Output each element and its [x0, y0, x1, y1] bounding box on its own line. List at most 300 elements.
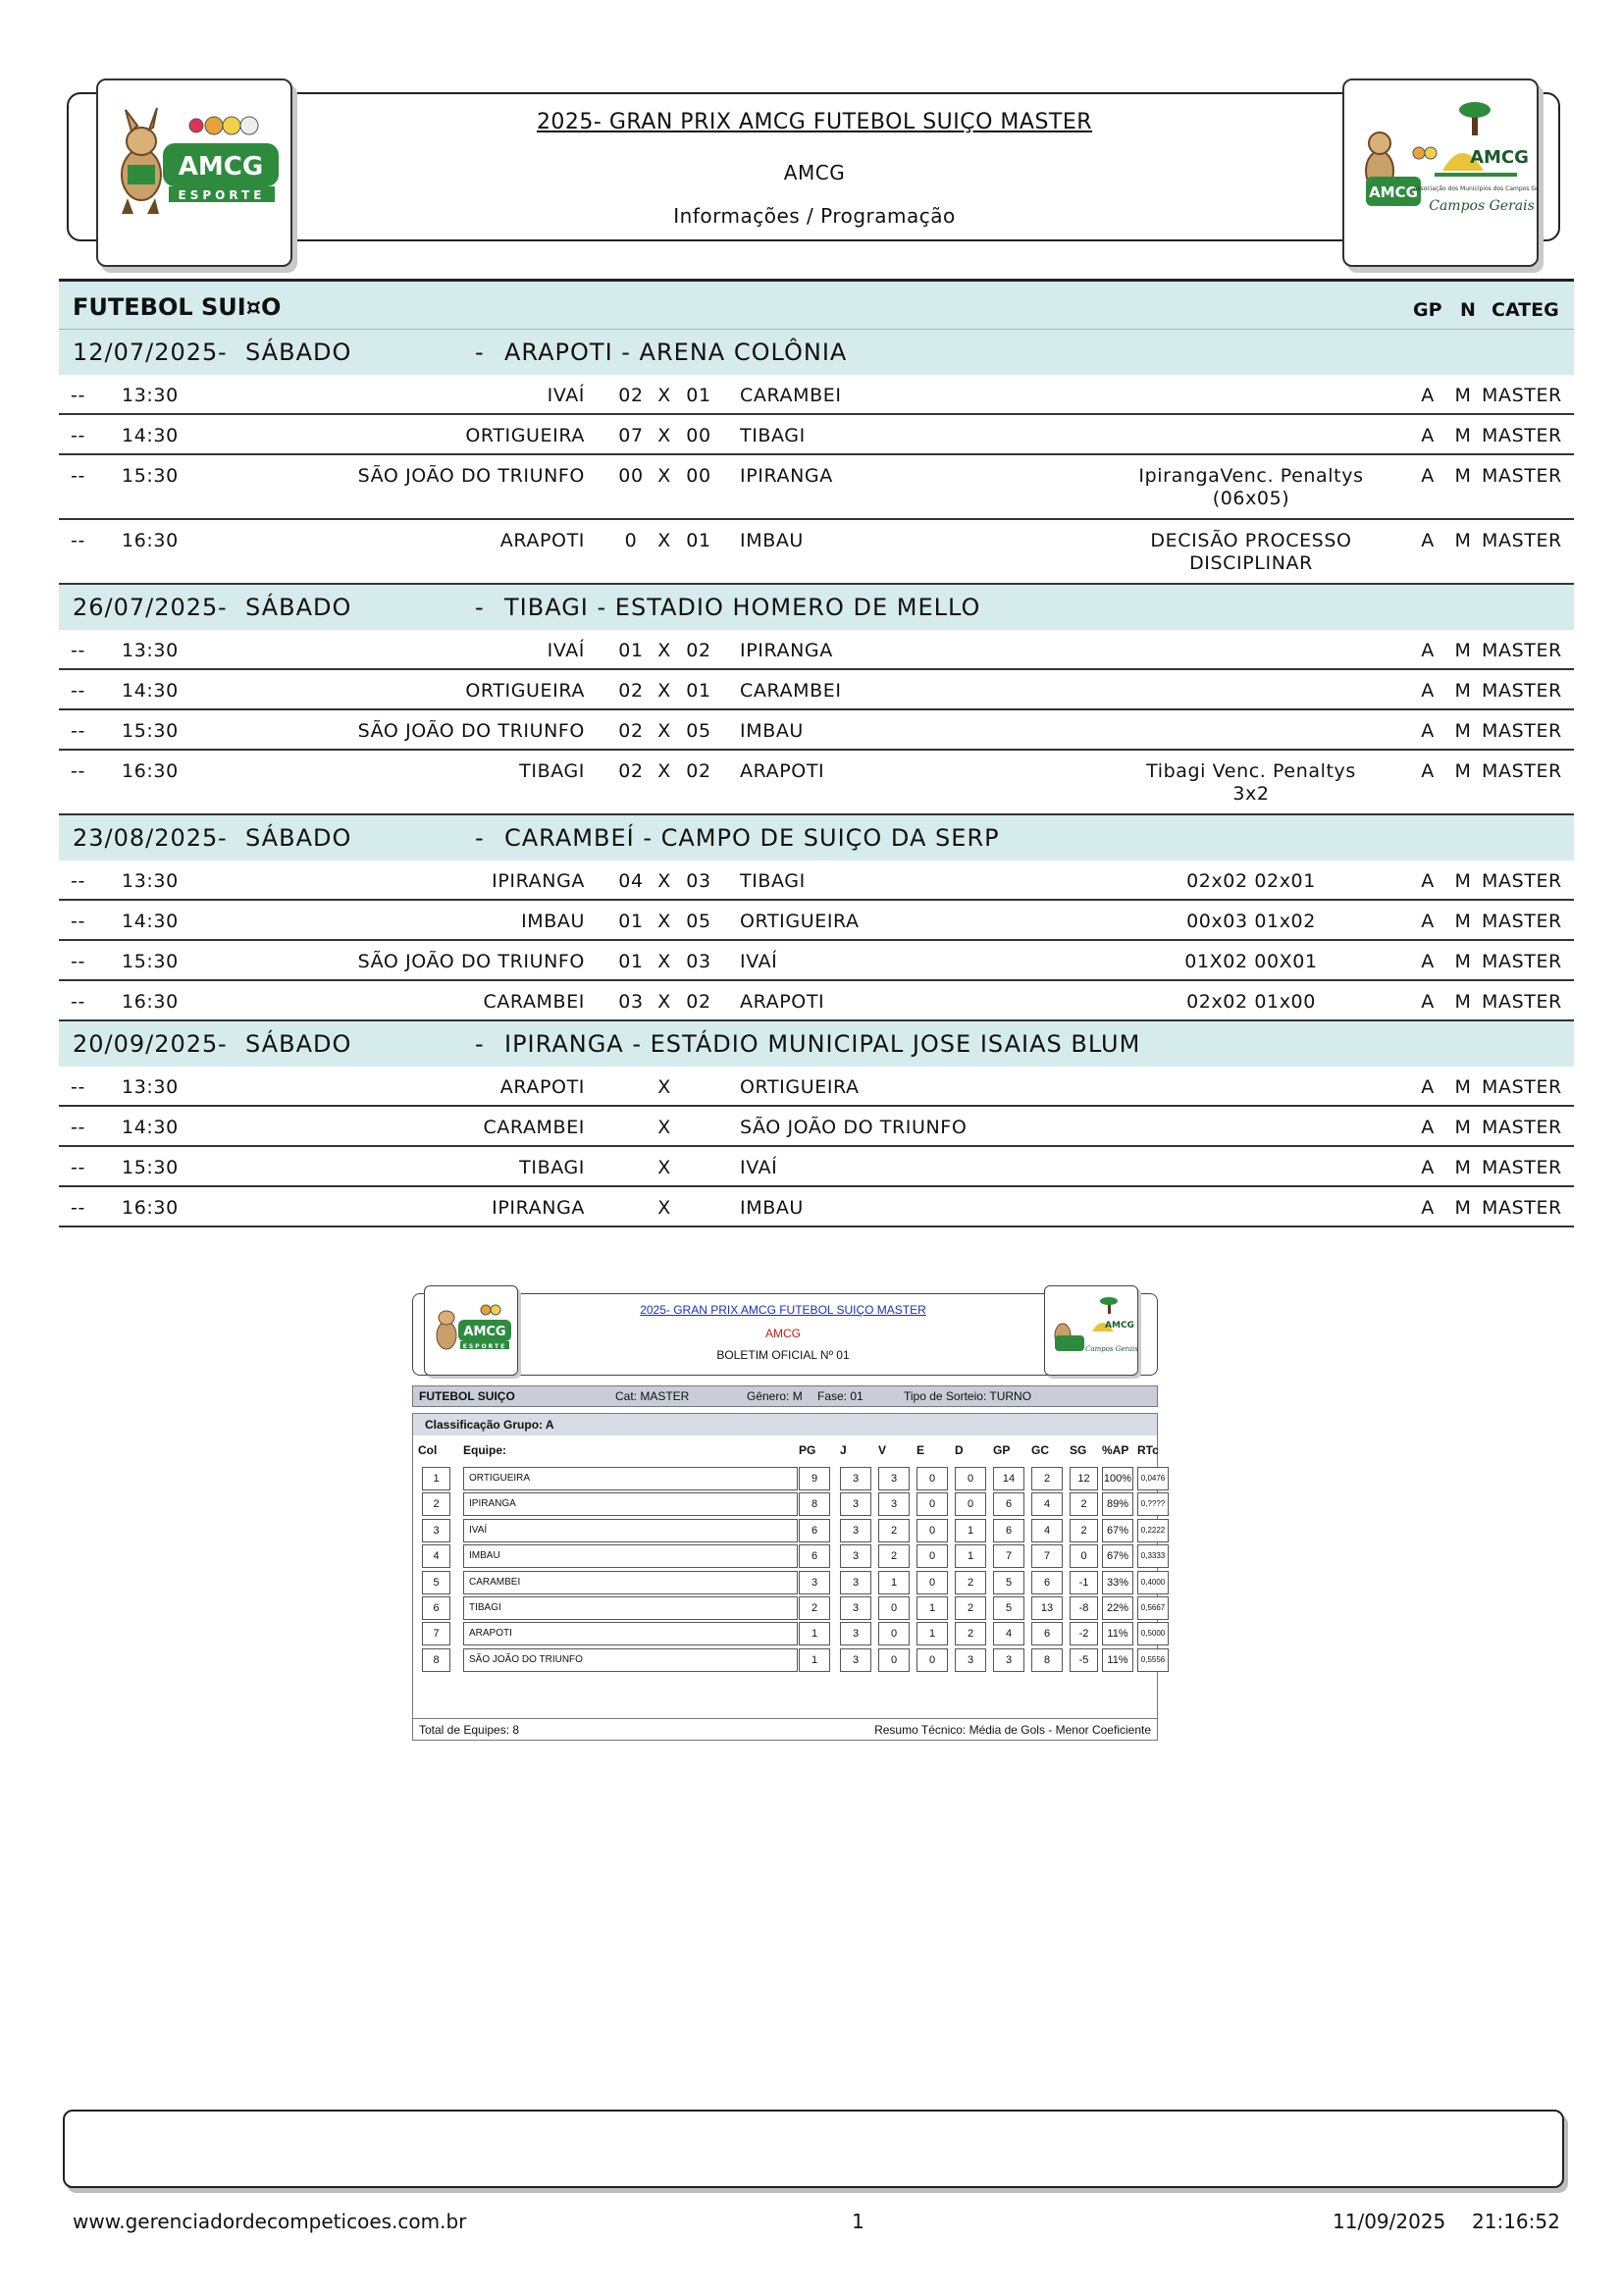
- game-n: M: [1454, 1197, 1472, 1219]
- standings-cell: 0,????: [1137, 1492, 1169, 1516]
- standings-table: [412, 1413, 1166, 1741]
- day-header: [59, 815, 1574, 861]
- footer-url[interactable]: www.gerenciadordecompeticoes.com.br: [73, 2210, 467, 2233]
- standings-cell: 5: [993, 1571, 1024, 1594]
- game-gp: A: [1421, 680, 1435, 702]
- game-row: [59, 630, 1574, 670]
- game-sa: 00: [686, 425, 711, 446]
- organization-name: AMCG: [783, 161, 846, 184]
- game-cat: MASTER: [1482, 991, 1562, 1013]
- game-sh: 01: [618, 911, 644, 932]
- standings-cell: 2: [1070, 1492, 1098, 1516]
- game-n: M: [1454, 760, 1472, 782]
- game-n: M: [1454, 425, 1472, 446]
- game-time: 14:30: [122, 911, 179, 932]
- svg-text:Campos Gerais: Campos Gerais: [1085, 1345, 1137, 1353]
- bulletin-phase: Fase: 01: [817, 1389, 864, 1403]
- game-time: 14:30: [122, 425, 179, 446]
- standings-cell: -5: [1070, 1648, 1098, 1672]
- standings-team-name: CARAMBEI: [463, 1571, 798, 1594]
- standings-footer: [413, 1718, 1157, 1740]
- standings-cell: 5: [993, 1596, 1024, 1620]
- standings-cell: 1: [955, 1544, 986, 1568]
- game-gp: A: [1421, 1117, 1435, 1138]
- game-dash: --: [71, 991, 85, 1013]
- game-row: [59, 455, 1574, 520]
- game-home: ARAPOTI: [499, 530, 585, 551]
- game-n: M: [1454, 911, 1472, 932]
- standings-col-header: SG: [1070, 1443, 1087, 1457]
- bulletin-sport: FUTEBOL SUIÇO: [419, 1389, 515, 1403]
- game-sh: 01: [618, 951, 644, 972]
- standings-cell: 6: [1031, 1622, 1063, 1645]
- standings-group-header: [413, 1414, 1157, 1435]
- standings-cell: 3: [840, 1648, 871, 1672]
- standings-cell: 22%: [1102, 1596, 1133, 1620]
- game-dash: --: [71, 1157, 85, 1178]
- game-note: IpirangaVenc. Penaltys (06x05): [1138, 465, 1364, 509]
- standings-cell: 8: [422, 1648, 450, 1672]
- day-sep2: -: [475, 594, 485, 621]
- standings-cell: 0,2222: [1137, 1519, 1169, 1542]
- game-n: M: [1454, 951, 1472, 972]
- game-n: M: [1454, 680, 1472, 702]
- game-home: SÃO JOÃO DO TRIUNFO: [357, 720, 585, 742]
- game-home: ORTIGUEIRA: [465, 680, 585, 702]
- standings-cell: 0: [916, 1544, 948, 1568]
- game-sh: 02: [618, 680, 644, 702]
- standings-team-name: IMBAU: [463, 1544, 798, 1568]
- game-dash: --: [71, 720, 85, 742]
- game-cat: MASTER: [1482, 870, 1562, 892]
- standings-group-title: Classificação Grupo: A: [425, 1418, 554, 1432]
- standings-cell: 3: [955, 1648, 986, 1672]
- game-home: ARAPOTI: [499, 1076, 585, 1098]
- day-header: [59, 585, 1574, 630]
- game-away: IMBAU: [740, 530, 804, 551]
- game-away: IVAÍ: [740, 951, 778, 972]
- standings-cell: 3: [840, 1544, 871, 1568]
- standings-cell: -2: [1070, 1622, 1098, 1645]
- standings-cell: 6: [799, 1544, 830, 1568]
- game-note: DECISÃO PROCESSO DISCIPLINAR: [1150, 530, 1352, 574]
- standings-cell: 6: [799, 1519, 830, 1542]
- game-sh: 02: [618, 760, 644, 782]
- day-sep: -: [218, 1030, 228, 1058]
- day-venue: IPIRANGA - ESTÁDIO MUNICIPAL JOSE ISAIAS BLUM: [504, 1030, 1141, 1058]
- standings-cell: 1: [799, 1648, 830, 1672]
- standings-cell: 0: [878, 1596, 910, 1620]
- game-sa: 02: [686, 991, 711, 1013]
- game-cat: MASTER: [1482, 1197, 1562, 1219]
- game-x: X: [657, 465, 671, 487]
- game-n: M: [1454, 640, 1472, 661]
- game-cat: MASTER: [1482, 425, 1562, 446]
- game-time: 15:30: [122, 465, 179, 487]
- bulletin-org: AMCG: [765, 1327, 801, 1340]
- game-x: X: [657, 760, 671, 782]
- standings-team-name: IPIRANGA: [463, 1492, 798, 1516]
- standings-row: [417, 1542, 1166, 1568]
- game-home: IPIRANGA: [492, 1197, 585, 1219]
- game-cat: MASTER: [1482, 911, 1562, 932]
- game-gp: A: [1421, 530, 1435, 551]
- game-row: [59, 751, 1574, 815]
- standings-cell: 0,5000: [1137, 1622, 1169, 1645]
- game-cat: MASTER: [1482, 680, 1562, 702]
- standings-cell: 6: [993, 1519, 1024, 1542]
- standings-cell: 0,5556: [1137, 1648, 1169, 1672]
- game-sa: 01: [686, 530, 711, 551]
- game-dash: --: [71, 870, 85, 892]
- game-row: [59, 981, 1574, 1021]
- day-sep: -: [218, 594, 228, 621]
- game-note: 01X02 00X01: [1184, 951, 1318, 972]
- amcg-campos-gerais-logo: [1342, 78, 1539, 267]
- game-n: M: [1454, 1157, 1472, 1178]
- game-home: ORTIGUEIRA: [465, 425, 585, 446]
- game-cat: MASTER: [1482, 760, 1562, 782]
- game-home: IMBAU: [521, 911, 585, 932]
- col-gp-header: GP: [1413, 299, 1442, 321]
- standings-cell: 1: [955, 1519, 986, 1542]
- standings-cell: -1: [1070, 1571, 1098, 1594]
- standings-cell: 1: [916, 1622, 948, 1645]
- game-sa: 01: [686, 385, 711, 406]
- standings-cell: 11%: [1102, 1648, 1133, 1672]
- standings-cell: 2: [1031, 1467, 1063, 1490]
- day-weekday: SÁBADO: [245, 1030, 352, 1058]
- standings-cell: 2: [878, 1519, 910, 1542]
- game-dash: --: [71, 951, 85, 972]
- standings-cell: 7: [422, 1622, 450, 1645]
- bulletin-left-logo: [424, 1285, 518, 1376]
- game-away: SÃO JOÃO DO TRIUNFO: [740, 1117, 968, 1138]
- game-cat: MASTER: [1482, 720, 1562, 742]
- game-home: TIBAGI: [519, 760, 585, 782]
- standings-cell: 100%: [1102, 1467, 1133, 1490]
- day-date: 12/07/2025: [73, 339, 219, 366]
- standings-cell: 14: [993, 1467, 1024, 1490]
- game-away: IMBAU: [740, 1197, 804, 1219]
- game-n: M: [1454, 1076, 1472, 1098]
- game-sh: 04: [618, 870, 644, 892]
- bulletin-category: Cat: MASTER: [615, 1389, 690, 1403]
- game-away: CARAMBEI: [740, 385, 842, 406]
- col-categ-header: CATEG: [1492, 299, 1559, 321]
- standings-cell: 2: [799, 1596, 830, 1620]
- standings-cell: 0,4000: [1137, 1571, 1169, 1594]
- standings-cell: 3: [840, 1571, 871, 1594]
- day-sep2: -: [475, 824, 485, 852]
- standings-cell: 1: [916, 1596, 948, 1620]
- game-cat: MASTER: [1482, 951, 1562, 972]
- game-x: X: [657, 425, 671, 446]
- logo-esporte-text: ESPORTE: [178, 188, 266, 202]
- standings-cell: 3: [840, 1519, 871, 1542]
- game-n: M: [1454, 870, 1472, 892]
- standings-cell: 8: [799, 1492, 830, 1516]
- game-x: X: [657, 951, 671, 972]
- col-n-header: N: [1460, 299, 1476, 321]
- game-time: 15:30: [122, 1157, 179, 1178]
- game-sh: 02: [618, 385, 644, 406]
- day-date: 26/07/2025: [73, 594, 219, 621]
- game-time: 14:30: [122, 1117, 179, 1138]
- standings-cell: 8: [1031, 1648, 1063, 1672]
- standings-col-header: Col: [418, 1443, 438, 1457]
- day-date: 20/09/2025: [73, 1030, 219, 1058]
- standings-team-name: TIBAGI: [463, 1596, 798, 1620]
- game-sa: 02: [686, 640, 711, 661]
- bulletin-subtitle: BOLETIM OFICIAL Nº 01: [716, 1348, 850, 1362]
- sport-title: FUTEBOL SUI¤O: [73, 293, 282, 321]
- game-gp: A: [1421, 385, 1435, 406]
- schedule-table: [59, 279, 1574, 1227]
- game-dash: --: [71, 1197, 85, 1219]
- standings-col-header: V: [878, 1443, 887, 1457]
- game-gp: A: [1421, 911, 1435, 932]
- game-sa: 03: [686, 951, 711, 972]
- standings-cell: 3: [840, 1596, 871, 1620]
- bulletin-draw-type: Tipo de Sorteio: TURNO: [904, 1389, 1032, 1403]
- page-number: 1: [852, 2210, 864, 2233]
- standings-cell: 4: [1031, 1519, 1063, 1542]
- sport-section-header: [59, 279, 1574, 330]
- day-weekday: SÁBADO: [245, 594, 352, 621]
- standings-cell: 89%: [1102, 1492, 1133, 1516]
- game-cat: MASTER: [1482, 530, 1562, 551]
- standings-row: [417, 1594, 1166, 1620]
- standings-cell: 4: [422, 1544, 450, 1568]
- game-gp: A: [1421, 1076, 1435, 1098]
- game-sh: 03: [618, 991, 644, 1013]
- standings-cell: 2: [422, 1492, 450, 1516]
- game-n: M: [1454, 720, 1472, 742]
- game-gp: A: [1421, 425, 1435, 446]
- standings-cell: 3: [840, 1492, 871, 1516]
- logo-right-amcg-text: AMCG: [1470, 147, 1529, 168]
- game-gp: A: [1421, 1197, 1435, 1219]
- footer-time: 21:16:52: [1472, 2210, 1560, 2233]
- game-gp: A: [1421, 951, 1435, 972]
- game-sh: 07: [618, 425, 644, 446]
- standings-cell: 2: [1070, 1519, 1098, 1542]
- game-note: 02x02 02x01: [1186, 870, 1316, 892]
- game-n: M: [1454, 385, 1472, 406]
- game-row: [59, 375, 1574, 415]
- game-row: [59, 520, 1574, 585]
- day-venue: TIBAGI - ESTADIO HOMERO DE MELLO: [504, 594, 981, 621]
- standings-cell: 3: [840, 1622, 871, 1645]
- game-gp: A: [1421, 1157, 1435, 1178]
- game-dash: --: [71, 1117, 85, 1138]
- game-x: X: [657, 680, 671, 702]
- game-row: [59, 710, 1574, 751]
- game-away: TIBAGI: [740, 870, 806, 892]
- bulletin-info-bar: [412, 1385, 1158, 1407]
- standings-cell: 0,5667: [1137, 1596, 1169, 1620]
- standings-cell: 11%: [1102, 1622, 1133, 1645]
- day-list: [59, 330, 1574, 1227]
- standings-cell: 0,3333: [1137, 1544, 1169, 1568]
- game-away: TIBAGI: [740, 425, 806, 446]
- standings-cell: 1: [878, 1571, 910, 1594]
- standings-col-header: PG: [799, 1443, 816, 1457]
- standings-cell: 0: [955, 1467, 986, 1490]
- standings-cell: 5: [422, 1571, 450, 1594]
- game-cat: MASTER: [1482, 1117, 1562, 1138]
- game-x: X: [657, 1197, 671, 1219]
- game-x: X: [657, 870, 671, 892]
- game-away: CARAMBEI: [740, 680, 842, 702]
- game-dash: --: [71, 530, 85, 551]
- total-teams: Total de Equipes: 8: [419, 1723, 520, 1737]
- game-dash: --: [71, 1076, 85, 1098]
- game-note: Tibagi Venc. Penaltys 3x2: [1146, 760, 1356, 805]
- footer-box: [63, 2110, 1564, 2188]
- standings-cell: 7: [993, 1544, 1024, 1568]
- game-time: 16:30: [122, 991, 179, 1013]
- game-n: M: [1454, 1117, 1472, 1138]
- game-sh: 00: [618, 465, 644, 487]
- standings-cell: 2: [955, 1571, 986, 1594]
- standings-col-header: RTc: [1137, 1443, 1159, 1457]
- game-sa: 03: [686, 870, 711, 892]
- standings-team-name: ARAPOTI: [463, 1622, 798, 1645]
- document-title: 2025- GRAN PRIX AMCG FUTEBOL SUIÇO MASTER: [536, 110, 1093, 134]
- svg-text:AMCG: AMCG: [463, 1325, 506, 1339]
- game-home: CARAMBEI: [483, 1117, 585, 1138]
- game-time: 15:30: [122, 951, 179, 972]
- game-dash: --: [71, 680, 85, 702]
- amcg-esporte-logo: [96, 78, 292, 267]
- standings-col-header: J: [840, 1443, 847, 1457]
- game-home: IVAÍ: [547, 640, 585, 661]
- standings-cell: 3: [878, 1492, 910, 1516]
- standings-cell: 1: [422, 1467, 450, 1490]
- day-sep2: -: [475, 339, 485, 366]
- game-gp: A: [1421, 720, 1435, 742]
- game-row: [59, 901, 1574, 941]
- game-sa: 00: [686, 465, 711, 487]
- game-away: ARAPOTI: [740, 760, 825, 782]
- game-time: 16:30: [122, 530, 179, 551]
- game-x: X: [657, 1076, 671, 1098]
- game-note: 00x03 01x02: [1186, 911, 1316, 932]
- standings-team-name: SÃO JOÃO DO TRIUNFO: [463, 1648, 798, 1672]
- svg-text:AMCG: AMCG: [1105, 1321, 1134, 1331]
- game-row: [59, 1187, 1574, 1227]
- standings-cell: 2: [955, 1622, 986, 1645]
- game-row: [59, 941, 1574, 981]
- bulletin-gender: Gênero: M: [747, 1389, 803, 1403]
- standings-cell: 3: [878, 1467, 910, 1490]
- game-sh: 02: [618, 720, 644, 742]
- standings-col-header: GC: [1031, 1443, 1049, 1457]
- game-time: 13:30: [122, 870, 179, 892]
- day-venue: ARAPOTI - ARENA COLÔNIA: [504, 339, 848, 366]
- document-subtitle: Informações / Programação: [673, 204, 956, 228]
- bulletin-right-logo: [1044, 1285, 1138, 1376]
- game-dash: --: [71, 425, 85, 446]
- standings-cell: 33%: [1102, 1571, 1133, 1594]
- game-sh: 0: [624, 530, 638, 551]
- game-away: IMBAU: [740, 720, 804, 742]
- game-cat: MASTER: [1482, 1076, 1562, 1098]
- standings-cell: 12: [1070, 1467, 1098, 1490]
- standings-row: [417, 1490, 1166, 1516]
- standings-cell: 2: [878, 1544, 910, 1568]
- standings-row: [417, 1646, 1166, 1672]
- game-sa: 02: [686, 760, 711, 782]
- standings-cell: 2: [955, 1596, 986, 1620]
- standings-team-name: IVAÍ: [463, 1519, 798, 1542]
- standings-cell: 3: [799, 1571, 830, 1594]
- game-home: SÃO JOÃO DO TRIUNFO: [357, 465, 585, 487]
- standings-cell: 6: [1031, 1571, 1063, 1594]
- technical-summary: Resumo Técnico: Média de Gols - Menor Coeficiente: [874, 1723, 1151, 1737]
- game-sh: 01: [618, 640, 644, 661]
- game-away: IPIRANGA: [740, 640, 833, 661]
- standings-cell: 6: [422, 1596, 450, 1620]
- day-header: [59, 1021, 1574, 1067]
- game-n: M: [1454, 465, 1472, 487]
- game-away: IPIRANGA: [740, 465, 833, 487]
- standings-cell: 0: [916, 1467, 948, 1490]
- standings-cell: 4: [1031, 1492, 1063, 1516]
- standings-cell: 9: [799, 1467, 830, 1490]
- game-gp: A: [1421, 465, 1435, 487]
- game-row: [59, 415, 1574, 455]
- standings-row: [417, 1620, 1166, 1645]
- game-gp: A: [1421, 760, 1435, 782]
- svg-text:AMCG: AMCG: [1369, 183, 1418, 201]
- game-row: [59, 1067, 1574, 1107]
- game-note: 02x02 01x00: [1186, 991, 1316, 1013]
- game-time: 14:30: [122, 680, 179, 702]
- standings-cell: 0: [916, 1571, 948, 1594]
- game-n: M: [1454, 991, 1472, 1013]
- game-home: TIBAGI: [519, 1157, 585, 1178]
- game-x: X: [657, 530, 671, 551]
- game-time: 13:30: [122, 385, 179, 406]
- logo-right-caption: Associação dos Municípios dos Campos Gerais: [1413, 185, 1537, 192]
- standings-cell: 13: [1031, 1596, 1063, 1620]
- game-dash: --: [71, 911, 85, 932]
- standings-cell: 0: [916, 1519, 948, 1542]
- day-venue: CARAMBEÍ - CAMPO DE SUIÇO DA SERP: [504, 824, 1000, 852]
- standings-col-header: %AP: [1102, 1443, 1129, 1457]
- standings-col-header: D: [955, 1443, 964, 1457]
- bulletin-image: [410, 1283, 1166, 1750]
- game-time: 16:30: [122, 760, 179, 782]
- standings-cell: 0: [916, 1648, 948, 1672]
- standings-cell: 67%: [1102, 1519, 1133, 1542]
- day-date: 23/08/2025: [73, 824, 219, 852]
- standings-row: [417, 1517, 1166, 1542]
- logo-amcg-text: AMCG: [178, 152, 264, 182]
- game-x: X: [657, 640, 671, 661]
- game-cat: MASTER: [1482, 465, 1562, 487]
- standings-col-header: Equipe:: [463, 1443, 506, 1457]
- game-away: ORTIGUEIRA: [740, 1076, 860, 1098]
- footer-date: 11/09/2025: [1333, 2210, 1446, 2233]
- game-dash: --: [71, 760, 85, 782]
- game-x: X: [657, 1157, 671, 1178]
- game-away: ORTIGUEIRA: [740, 911, 860, 932]
- game-dash: --: [71, 465, 85, 487]
